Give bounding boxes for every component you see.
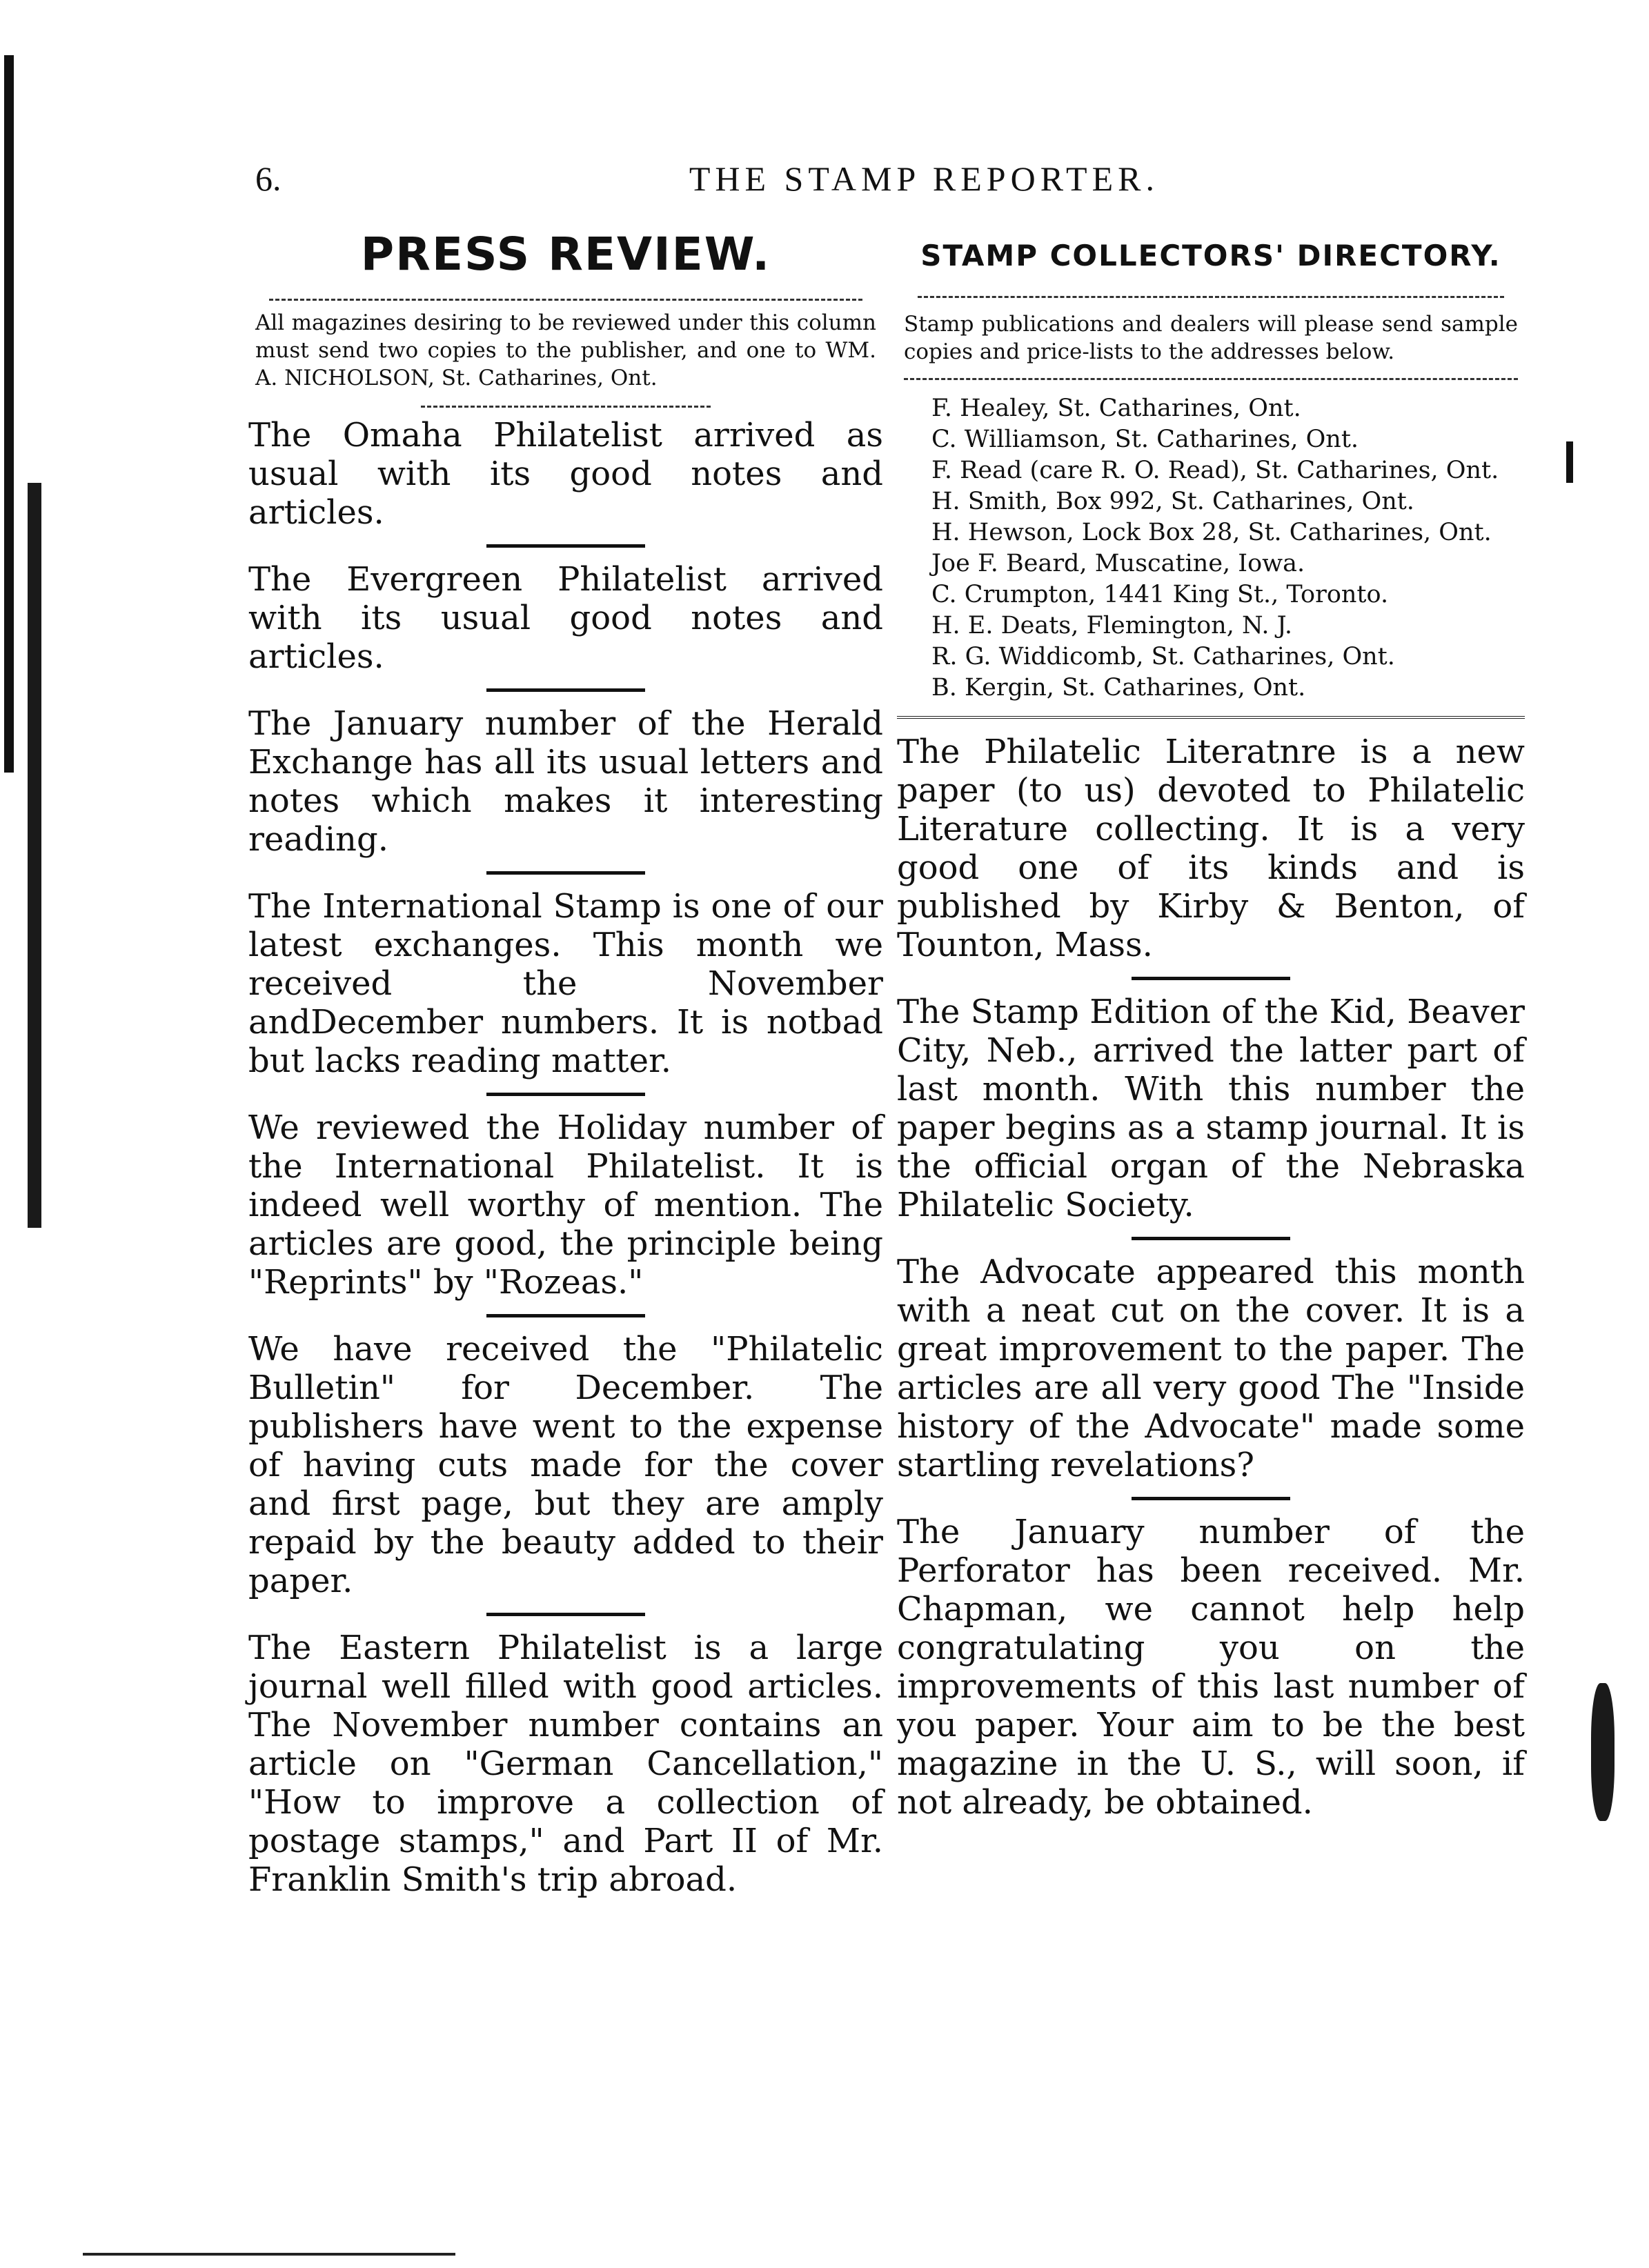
scan-edge-mark [4,55,14,773]
directory-entry: C. Crumpton, 1441 King St., Toronto. [931,581,1389,608]
divider [486,688,645,692]
directory-entry: F. Read (care R. O. Read), St. Catharines, Ont. [931,457,1499,484]
review-item: We reviewed the Holiday number of the International Philatelist. It is indeed well worthy of mention. The articles are good, the principle being "Reprints" by "Rozeas." [248,1108,883,1302]
right-column [897,221,1525,1834]
divider [1132,1237,1290,1240]
scan-blot [1566,441,1573,483]
page-header [255,159,1187,214]
directory-entry: C. Williamson, St. Catharines, Ont. [931,426,1359,453]
directory-title: STAMP COLLECTORS' DIRECTORY. [920,239,1501,272]
bottom-rule [83,2253,455,2256]
review-item: The Stamp Edition of the Kid, Beaver City, Neb., arrived the latter part of last month. With this number the paper begins as a stamp journal. It is the official organ of the Nebraska Philatelic Society. [897,993,1525,1224]
divider [486,1314,645,1317]
directory-entry: R. G. Widdicomb, St. Catharines, Ont. [931,643,1395,670]
directory-entry: B. Kergin, St. Catharines, Ont. [931,674,1306,702]
divider [486,544,645,548]
divider [486,871,645,875]
directory-list [897,394,1525,702]
review-item: The Omaha Philatelist arrived as usual with its good notes and articles. [248,416,883,532]
divider [904,378,1518,380]
review-item: The January number of the Herald Exchange has all its usual letters and notes which makes it interesting reading. [248,704,883,859]
divider [486,1093,645,1096]
press-review-title: PRESS REVIEW. [360,228,771,281]
divider [897,716,1525,723]
divider [1132,1497,1290,1500]
review-item: The Evergreen Philatelist arrived with its usual good notes and articles. [248,560,883,676]
review-item: The International Stamp is one of our latest exchanges. This month we received the November andDecember numbers. It is notbad but lacks reading matter. [248,887,883,1080]
directory-intro: Stamp publications and dealers will please send sample copies and price-lists to the addresses below. [904,312,1518,364]
review-item: The January number of the Perforator has been received. Mr. Chapman, we cannot help help congratulating you on the improvements of this last number of you paper. Your aim to be the best magazine in the U. S., will soon, if not already, be obtained. [897,1513,1525,1822]
review-item: The Eastern Philatelist is a large journal well filled with good articles. The November number contains an article on "German Cancellation," "How to improve a collection of postage stamps," and Part II of Mr. Franklin Smith's trip abroad. [248,1629,883,1899]
directory-entry: Joe F. Beard, Muscatine, Iowa. [931,550,1305,577]
running-title: THE STAMP REPORTER. [689,159,1159,198]
divider [918,296,1504,298]
divider [486,1613,645,1616]
divider [421,406,711,408]
directory-entry: H. E. Deats, Flemington, N. J. [931,612,1293,639]
review-item: The Philatelic Literatnre is a new paper (to us) devoted to Philatelic Literature collecting. It is a very good one of its kinds and is published by Kirby & Benton, of Tounton, Mass. [897,733,1525,964]
divider [269,299,862,301]
directory-entry: H. Smith, Box 992, St. Catharines, Ont. [931,488,1414,515]
review-item: We have received the "Philatelic Bulletin" for December. The publishers have went to the expense of having cuts made for the cover and first page, but they are amply repaid by the beauty added to their paper. [248,1330,883,1600]
page-number: 6. [255,159,282,198]
divider [1132,977,1290,980]
scan-edge-mark [28,483,41,1228]
directory-entry: H. Hewson, Lock Box 28, St. Catharines, Ont. [931,519,1492,546]
scan-blot [1591,1683,1615,1821]
directory-entry: F. Healey, St. Catharines, Ont. [931,395,1301,422]
review-item: The Advocate appeared this month with a neat cut on the cover. It is a great improvement to the paper. The articles are all very good The "Inside history of the Advocate" made some startling revelations? [897,1253,1525,1484]
press-review-intro: All magazines desiring to be reviewed under this column must send two copies to the publisher, and one to WM. A. NICHOLSON, St. Catharines, Ont. [255,310,876,390]
left-column [248,221,883,1911]
